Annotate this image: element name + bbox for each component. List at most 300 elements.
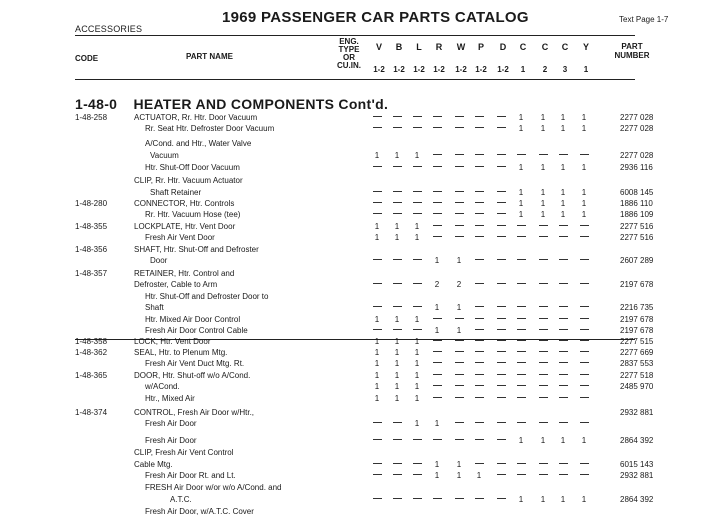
dash-mark: [539, 474, 548, 475]
dash-mark: [475, 340, 484, 341]
not-applicable-dash: [453, 358, 465, 369]
row-part-number: 2277 515: [620, 337, 654, 346]
not-applicable-dash: [453, 370, 465, 381]
quantity-cell: 1: [434, 303, 440, 312]
dash-mark: [373, 463, 382, 464]
table-row: [0, 112, 710, 123]
not-applicable-dash: [495, 325, 507, 336]
not-applicable-dash: [473, 150, 485, 161]
not-applicable-dash: [453, 393, 465, 404]
quantity-cell: 1: [518, 188, 524, 197]
not-applicable-dash: [557, 418, 569, 429]
table-row: [0, 198, 710, 209]
not-applicable-dash: [557, 358, 569, 369]
row-part-name: Shaft: [145, 303, 164, 312]
row-part-number: 2277 518: [620, 371, 654, 380]
not-applicable-dash: [557, 221, 569, 232]
quantity-cell: 1: [518, 210, 524, 219]
dash-mark: [517, 340, 526, 341]
not-applicable-dash: [453, 221, 465, 232]
not-applicable-dash: [578, 393, 590, 404]
quantity-cell: 1: [560, 163, 566, 172]
not-applicable-dash: [391, 470, 403, 481]
section-code: 1-48-0: [75, 96, 118, 112]
dash-mark: [559, 374, 568, 375]
quantity-cell: 1: [434, 419, 440, 428]
quantity-cell: 2: [456, 280, 462, 289]
row-part-name: Rr. Htr. Vacuum Hose (tee): [145, 210, 241, 219]
dash-mark: [580, 306, 589, 307]
dash-mark: [475, 259, 484, 260]
not-applicable-dash: [495, 393, 507, 404]
table-row: [0, 358, 710, 369]
not-applicable-dash: [391, 418, 403, 429]
part-number-line-2: NUMBER: [614, 51, 650, 60]
quantity-cell: 1: [518, 124, 524, 133]
not-applicable-dash: [495, 370, 507, 381]
dash-mark: [455, 385, 464, 386]
section-title: HEATER AND COMPONENTS Cont'd.: [133, 96, 389, 112]
not-applicable-dash: [473, 221, 485, 232]
dash-mark: [580, 362, 589, 363]
not-applicable-dash: [473, 418, 485, 429]
quantity-cell: 1: [456, 256, 462, 265]
series-range-1: 1-2: [393, 65, 405, 74]
not-applicable-dash: [431, 336, 443, 347]
quantity-cell: 1: [434, 471, 440, 480]
quantity-cell: 1: [374, 359, 380, 368]
row-part-name: Htr. Mixed Air Door Control: [145, 315, 241, 324]
not-applicable-dash: [453, 150, 465, 161]
not-applicable-dash: [495, 198, 507, 209]
series-letter-b-1: B: [395, 42, 403, 52]
not-applicable-dash: [578, 459, 590, 470]
not-applicable-dash: [515, 232, 527, 243]
table-row: [0, 447, 710, 458]
not-applicable-dash: [411, 123, 423, 134]
series-range-2: 1-2: [413, 65, 425, 74]
dash-mark: [433, 236, 442, 237]
dash-mark: [580, 225, 589, 226]
not-applicable-dash: [431, 198, 443, 209]
not-applicable-dash: [391, 162, 403, 173]
dash-mark: [475, 385, 484, 386]
row-part-number: 2277 516: [620, 222, 654, 231]
dash-mark: [475, 154, 484, 155]
dash-mark: [455, 225, 464, 226]
dash-mark: [559, 474, 568, 475]
dash-mark: [393, 259, 402, 260]
dash-mark: [580, 236, 589, 237]
row-code: 1-48-374: [75, 408, 108, 417]
quantity-cell: 1: [476, 471, 482, 480]
table-row: [0, 175, 710, 186]
quantity-cell: 1: [374, 222, 380, 231]
dash-mark: [497, 340, 506, 341]
row-part-name: Cable Mtg.: [134, 460, 173, 469]
dash-mark: [517, 397, 526, 398]
table-row: [0, 279, 710, 290]
row-part-name: ACTUATOR, Rr. Htr. Door Vacuum: [134, 113, 258, 122]
dash-mark: [517, 318, 526, 319]
not-applicable-dash: [391, 459, 403, 470]
not-applicable-dash: [515, 381, 527, 392]
quantity-cell: 1: [518, 199, 524, 208]
dash-mark: [413, 474, 422, 475]
dash-mark: [539, 422, 548, 423]
series-letter-v-0: V: [375, 42, 382, 52]
dash-mark: [373, 306, 382, 307]
dash-mark: [475, 166, 484, 167]
not-applicable-dash: [453, 232, 465, 243]
not-applicable-dash: [495, 418, 507, 429]
not-applicable-dash: [371, 279, 383, 290]
row-code: 1-48-365: [75, 371, 108, 380]
not-applicable-dash: [578, 221, 590, 232]
not-applicable-dash: [495, 123, 507, 134]
not-applicable-dash: [371, 187, 383, 198]
row-part-number: 6015 143: [620, 460, 654, 469]
quantity-cell: 1: [456, 326, 462, 335]
dash-mark: [497, 498, 506, 499]
row-part-number: 2277 516: [620, 233, 654, 242]
column-part-number: [610, 42, 654, 60]
dash-mark: [497, 154, 506, 155]
dash-mark: [539, 374, 548, 375]
quantity-cell: 1: [374, 382, 380, 391]
series-range-9: 3: [562, 65, 568, 74]
not-applicable-dash: [557, 347, 569, 358]
quantity-cell: 1: [518, 113, 524, 122]
quantity-cell: 1: [560, 495, 566, 504]
dash-mark: [413, 329, 422, 330]
dash-mark: [455, 127, 464, 128]
dash-mark: [475, 213, 484, 214]
quantity-cell: 1: [560, 124, 566, 133]
not-applicable-dash: [453, 187, 465, 198]
dash-mark: [433, 318, 442, 319]
not-applicable-dash: [578, 255, 590, 266]
quantity-cell: 1: [456, 303, 462, 312]
not-applicable-dash: [557, 325, 569, 336]
quantity-cell: 1: [560, 188, 566, 197]
page-title: 1969 PASSENGER CAR PARTS CATALOG: [222, 9, 529, 26]
quantity-cell: 1: [394, 315, 400, 324]
not-applicable-dash: [411, 435, 423, 446]
not-applicable-dash: [453, 162, 465, 173]
not-applicable-dash: [578, 381, 590, 392]
dash-mark: [475, 498, 484, 499]
row-code: 1-48-362: [75, 348, 108, 357]
not-applicable-dash: [411, 470, 423, 481]
not-applicable-dash: [557, 314, 569, 325]
row-part-number: 2932 881: [620, 471, 654, 480]
quantity-cell: 1: [540, 199, 546, 208]
not-applicable-dash: [391, 325, 403, 336]
not-applicable-dash: [515, 370, 527, 381]
dash-mark: [539, 397, 548, 398]
not-applicable-dash: [537, 221, 549, 232]
dash-mark: [393, 422, 402, 423]
eng-type-line-1: ENG.: [339, 37, 359, 46]
not-applicable-dash: [537, 393, 549, 404]
dash-mark: [559, 329, 568, 330]
dash-mark: [433, 225, 442, 226]
dash-mark: [413, 498, 422, 499]
row-part-name: Fresh Air Door Control Cable: [145, 326, 248, 335]
not-applicable-dash: [495, 232, 507, 243]
row-part-number: 2485 970: [620, 382, 654, 391]
not-applicable-dash: [515, 336, 527, 347]
not-applicable-dash: [411, 255, 423, 266]
dash-mark: [393, 498, 402, 499]
not-applicable-dash: [515, 347, 527, 358]
table-row: [0, 314, 710, 325]
row-part-number: 2864 392: [620, 436, 654, 445]
dash-mark: [517, 463, 526, 464]
column-part-name: PART NAME: [186, 52, 233, 61]
table-row: [0, 291, 710, 302]
row-part-name: LOCKPLATE, Htr. Vent Door: [134, 222, 236, 231]
not-applicable-dash: [371, 470, 383, 481]
not-applicable-dash: [537, 459, 549, 470]
dash-mark: [580, 351, 589, 352]
quantity-cell: 1: [414, 151, 420, 160]
dash-mark: [517, 225, 526, 226]
dash-mark: [559, 283, 568, 284]
dash-mark: [413, 463, 422, 464]
table-row: [0, 407, 710, 418]
quantity-cell: 1: [518, 163, 524, 172]
not-applicable-dash: [473, 494, 485, 505]
row-part-name: DOOR, Htr. Shut-off w/o A/Cond.: [134, 371, 251, 380]
dash-mark: [559, 397, 568, 398]
dash-mark: [539, 283, 548, 284]
not-applicable-dash: [473, 162, 485, 173]
not-applicable-dash: [473, 255, 485, 266]
quantity-cell: 1: [456, 460, 462, 469]
not-applicable-dash: [411, 325, 423, 336]
dash-mark: [497, 259, 506, 260]
not-applicable-dash: [537, 232, 549, 243]
not-applicable-dash: [537, 358, 549, 369]
row-part-number: 2864 392: [620, 495, 654, 504]
dash-mark: [517, 154, 526, 155]
quantity-cell: 1: [414, 222, 420, 231]
quantity-cell: 1: [540, 436, 546, 445]
dash-mark: [455, 318, 464, 319]
quantity-cell: 1: [394, 371, 400, 380]
not-applicable-dash: [431, 347, 443, 358]
not-applicable-dash: [578, 470, 590, 481]
quantity-cell: 1: [540, 210, 546, 219]
not-applicable-dash: [557, 255, 569, 266]
dash-mark: [413, 213, 422, 214]
dash-mark: [433, 498, 442, 499]
table-row: [0, 138, 710, 149]
dash-mark: [475, 422, 484, 423]
dash-mark: [580, 397, 589, 398]
not-applicable-dash: [411, 187, 423, 198]
not-applicable-dash: [473, 209, 485, 220]
not-applicable-dash: [578, 314, 590, 325]
dash-mark: [393, 202, 402, 203]
not-applicable-dash: [495, 221, 507, 232]
catalog-section-label: ACCESSORIES: [75, 24, 143, 34]
row-code: 1-48-357: [75, 269, 108, 278]
not-applicable-dash: [371, 418, 383, 429]
dash-mark: [580, 374, 589, 375]
dash-mark: [455, 498, 464, 499]
not-applicable-dash: [391, 494, 403, 505]
series-range-7: 1: [520, 65, 526, 74]
not-applicable-dash: [495, 187, 507, 198]
quantity-cell: 1: [581, 199, 587, 208]
quantity-cell: 1: [434, 256, 440, 265]
dash-mark: [475, 374, 484, 375]
not-applicable-dash: [391, 435, 403, 446]
series-letter-c-9: C: [561, 42, 569, 52]
not-applicable-dash: [431, 435, 443, 446]
dash-mark: [373, 422, 382, 423]
row-part-name: Fresh Air Vent Door: [145, 233, 215, 242]
not-applicable-dash: [431, 209, 443, 220]
not-applicable-dash: [515, 302, 527, 313]
dash-mark: [455, 439, 464, 440]
dash-mark: [455, 422, 464, 423]
quantity-cell: 1: [394, 222, 400, 231]
quantity-cell: 1: [540, 188, 546, 197]
dash-mark: [539, 318, 548, 319]
table-row: [0, 336, 710, 347]
not-applicable-dash: [391, 209, 403, 220]
not-applicable-dash: [473, 435, 485, 446]
column-eng-type: [331, 38, 367, 70]
quantity-cell: 1: [581, 495, 587, 504]
not-applicable-dash: [473, 123, 485, 134]
not-applicable-dash: [431, 187, 443, 198]
dash-mark: [497, 351, 506, 352]
quantity-cell: 1: [560, 199, 566, 208]
dash-mark: [373, 474, 382, 475]
not-applicable-dash: [515, 393, 527, 404]
not-applicable-dash: [473, 358, 485, 369]
table-row: [0, 268, 710, 279]
series-letter-c-8: C: [541, 42, 549, 52]
not-applicable-dash: [371, 209, 383, 220]
not-applicable-dash: [515, 459, 527, 470]
dash-mark: [539, 329, 548, 330]
table-row: [0, 221, 710, 232]
not-applicable-dash: [495, 314, 507, 325]
not-applicable-dash: [453, 314, 465, 325]
dash-mark: [497, 397, 506, 398]
not-applicable-dash: [411, 198, 423, 209]
dash-mark: [475, 191, 484, 192]
not-applicable-dash: [578, 150, 590, 161]
dash-mark: [373, 439, 382, 440]
dash-mark: [517, 374, 526, 375]
not-applicable-dash: [391, 123, 403, 134]
not-applicable-dash: [578, 232, 590, 243]
not-applicable-dash: [473, 336, 485, 347]
quantity-cell: 1: [518, 436, 524, 445]
dash-mark: [455, 351, 464, 352]
dash-mark: [559, 259, 568, 260]
not-applicable-dash: [431, 112, 443, 123]
quantity-cell: 1: [394, 394, 400, 403]
not-applicable-dash: [578, 370, 590, 381]
dash-mark: [433, 116, 442, 117]
dash-mark: [497, 422, 506, 423]
dash-mark: [497, 463, 506, 464]
not-applicable-dash: [537, 302, 549, 313]
not-applicable-dash: [578, 418, 590, 429]
not-applicable-dash: [557, 470, 569, 481]
dash-mark: [433, 374, 442, 375]
not-applicable-dash: [473, 198, 485, 209]
not-applicable-dash: [473, 314, 485, 325]
table-row: [0, 162, 710, 173]
not-applicable-dash: [473, 393, 485, 404]
dash-mark: [433, 191, 442, 192]
dash-mark: [539, 362, 548, 363]
not-applicable-dash: [515, 358, 527, 369]
dash-mark: [539, 154, 548, 155]
not-applicable-dash: [578, 325, 590, 336]
dash-mark: [455, 397, 464, 398]
not-applicable-dash: [371, 459, 383, 470]
dash-mark: [539, 385, 548, 386]
row-part-name: Fresh Air Door: [145, 436, 197, 445]
row-part-name: SHAFT, Htr. Shut-Off and Defroster: [134, 245, 259, 254]
not-applicable-dash: [431, 150, 443, 161]
dash-mark: [413, 283, 422, 284]
not-applicable-dash: [431, 232, 443, 243]
dash-mark: [455, 362, 464, 363]
dash-mark: [475, 283, 484, 284]
dash-mark: [539, 340, 548, 341]
quantity-cell: 1: [374, 337, 380, 346]
quantity-cell: 1: [434, 460, 440, 469]
quantity-cell: 1: [414, 382, 420, 391]
dash-mark: [393, 116, 402, 117]
series-range-10: 1: [583, 65, 589, 74]
row-part-number: 2277 669: [620, 348, 654, 357]
dash-mark: [539, 259, 548, 260]
dash-mark: [373, 283, 382, 284]
dash-mark: [559, 306, 568, 307]
not-applicable-dash: [578, 336, 590, 347]
dash-mark: [433, 385, 442, 386]
dash-mark: [475, 116, 484, 117]
dash-mark: [517, 385, 526, 386]
row-part-name: CONTROL, Fresh Air Door w/Htr.,: [134, 408, 255, 417]
dash-mark: [455, 154, 464, 155]
row-part-name: SEAL, Htr. to Plenum Mtg.: [134, 348, 228, 357]
column-code: CODE: [75, 54, 99, 63]
not-applicable-dash: [371, 494, 383, 505]
dash-mark: [497, 191, 506, 192]
row-part-name: CONNECTOR, Htr. Controls: [134, 199, 235, 208]
quantity-cell: 1: [414, 419, 420, 428]
dash-mark: [413, 306, 422, 307]
dash-mark: [393, 474, 402, 475]
dash-mark: [413, 259, 422, 260]
quantity-cell: 1: [414, 348, 420, 357]
not-applicable-dash: [515, 325, 527, 336]
row-part-number: 2936 116: [620, 163, 653, 172]
